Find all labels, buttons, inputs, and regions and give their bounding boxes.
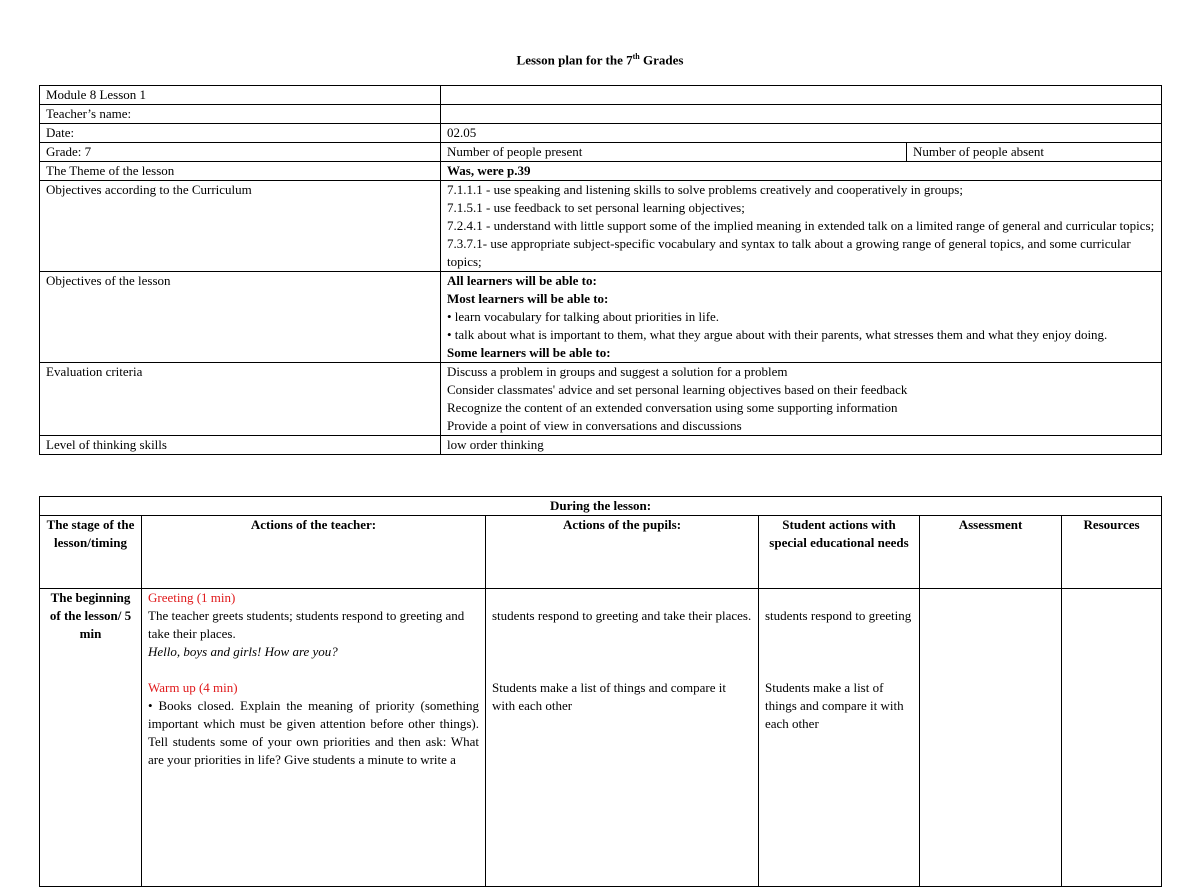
- special-greeting: students respond to greeting: [765, 608, 912, 623]
- curriculum-item: 7.3.7.1- use appropriate subject-specific vocabulary and syntax to talk about a growing range of general topics, and some curricular topics;: [447, 236, 1131, 269]
- date-row: [40, 124, 1162, 143]
- date-value: 02.05: [441, 124, 1162, 143]
- stage-header: The stage of the lesson/timing: [40, 516, 142, 589]
- lesson-objectives-row: [40, 272, 1162, 363]
- objective-item: • learn vocabulary for talking about priorities in life.: [447, 309, 720, 324]
- thinking-value: low order thinking: [441, 436, 1162, 455]
- evaluation-label: Evaluation criteria: [40, 363, 441, 436]
- most-learners-heading: Most learners will be able to:: [447, 291, 609, 306]
- pupils-greeting: students respond to greeting and take their places.: [492, 608, 752, 623]
- greeting-heading: Greeting (1 min): [148, 590, 236, 605]
- curriculum-item: 7.1.1.1 - use speaking and listening skills to solve problems creatively and cooperatively in groups;: [447, 182, 963, 197]
- assessment-header: Assessment: [920, 516, 1062, 589]
- evaluation-criteria: [441, 363, 1162, 436]
- pupils-warmup: Students make a list of things and compare it with each other: [492, 680, 726, 713]
- theme-value: Was, were p.39: [441, 162, 1162, 181]
- some-learners-heading: Some learners will be able to:: [447, 345, 611, 360]
- pupils-header: Actions of the pupils:: [486, 516, 759, 589]
- lesson-info-table: [39, 85, 1162, 455]
- lesson-objectives: [441, 272, 1162, 363]
- column-headers: [40, 516, 1162, 589]
- module-label: Module 8 Lesson 1: [40, 86, 441, 105]
- date-label: Date:: [40, 124, 441, 143]
- teacher-header: Actions of the teacher:: [142, 516, 486, 589]
- module-row: [40, 86, 1162, 105]
- theme-row: [40, 162, 1162, 181]
- curriculum-row: [40, 181, 1162, 272]
- curriculum-objectives: [441, 181, 1162, 272]
- warmup-heading: Warm up (4 min): [148, 680, 238, 695]
- special-needs-actions: [759, 589, 920, 887]
- during-lesson-heading: During the lesson:: [40, 497, 1162, 516]
- special-warmup: Students make a list of things and compare it with each other: [765, 680, 904, 731]
- thinking-label: Level of thinking skills: [40, 436, 441, 455]
- resources-header: Resources: [1062, 516, 1162, 589]
- greeting-text: The teacher greets students; students respond to greeting and take their places.: [148, 608, 465, 641]
- teacher-label: Teacher’s name:: [40, 105, 441, 124]
- grade-label: Grade: 7: [40, 143, 441, 162]
- curriculum-item: 7.1.5.1 - use feedback to set personal learning objectives;: [447, 200, 745, 215]
- warmup-text: • Books closed. Explain the meaning of priority (something important which must be given attention before other things). Tell students some of your own priorities and then ask: What are your priorities in life? Give students a minute to write a: [148, 698, 479, 767]
- all-learners-heading: All learners will be able to:: [447, 273, 597, 288]
- thinking-row: [40, 436, 1162, 455]
- evaluation-row: [40, 363, 1162, 436]
- greeting-quote: Hello, boys and girls! How are you?: [148, 644, 338, 659]
- grade-row: [40, 143, 1162, 162]
- criterion-item: Consider classmates' advice and set personal learning objectives based on their feedback: [447, 382, 908, 397]
- objective-item: • talk about what is important to them, what they argue about with their parents, what stresses them and what they enjoy doing.: [447, 327, 1108, 342]
- criterion-item: Recognize the content of an extended conversation using some supporting information: [447, 400, 898, 415]
- stage-beginning: The beginning of the lesson/ 5 min: [40, 589, 142, 887]
- pupil-actions: [486, 589, 759, 887]
- teacher-row: [40, 105, 1162, 124]
- absent-label: Number of people absent: [907, 143, 1162, 162]
- special-needs-header: Student actions with special educational needs: [759, 516, 920, 589]
- present-label: Number of people present: [441, 143, 907, 162]
- criterion-item: Provide a point of view in conversations and discussions: [447, 418, 742, 433]
- resources-cell: [1062, 589, 1162, 887]
- beginning-stage-row: [40, 589, 1162, 887]
- lesson-objectives-label: Objectives of the lesson: [40, 272, 441, 363]
- teacher-actions: [142, 589, 486, 887]
- lesson-stages-table: [39, 496, 1162, 887]
- curriculum-item: 7.2.4.1 - understand with little support some of the implied meaning in extended talk on a limited range of general and curricular topics;: [447, 218, 1155, 233]
- assessment-cell: [920, 589, 1062, 887]
- page-title: Lesson plan for the 7th Grades: [516, 52, 684, 68]
- theme-label: The Theme of the lesson: [40, 162, 441, 181]
- criterion-item: Discuss a problem in groups and suggest a solution for a problem: [447, 364, 788, 379]
- curriculum-label: Objectives according to the Curriculum: [40, 181, 441, 272]
